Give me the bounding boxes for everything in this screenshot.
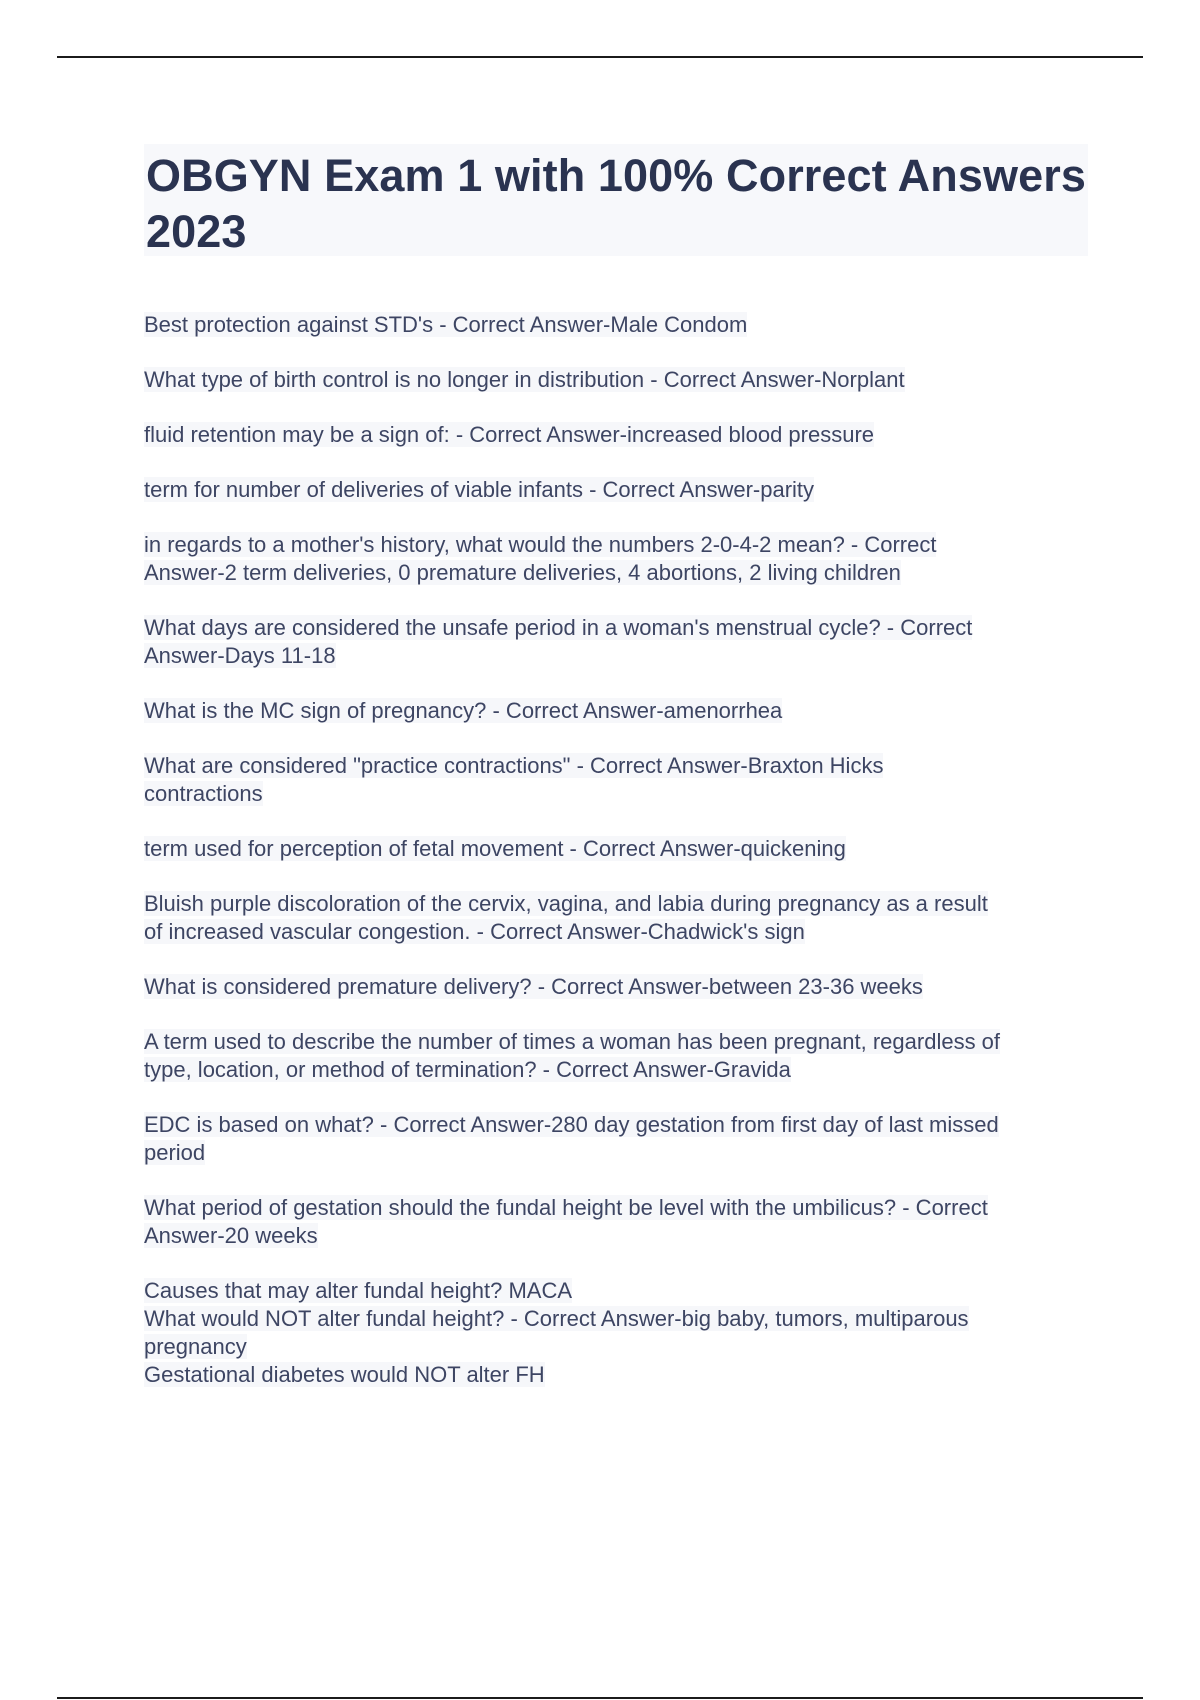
qa-line	[144, 890, 1094, 918]
qa-item	[144, 835, 1094, 863]
qa-line-text: What are considered "practice contractions" - Correct Answer-Braxton Hicks	[144, 753, 884, 778]
qa-line-text: A term used to describe the number of times a woman has been pregnant, regardless of	[144, 1029, 1001, 1054]
qa-item	[144, 697, 1094, 725]
qa-line-text: EDC is based on what? - Correct Answer-280 day gestation from first day of last missed	[144, 1112, 999, 1137]
qa-line	[144, 1056, 1094, 1084]
qa-line-text: Answer-Days 11-18	[144, 643, 336, 668]
qa-item	[144, 1111, 1094, 1167]
qa-line-text: Bluish purple discoloration of the cervix, vagina, and labia during pregnancy as a result	[144, 891, 988, 916]
qa-line-text: What days are considered the unsafe period in a woman's menstrual cycle? - Correct	[144, 615, 973, 640]
qa-line	[144, 1277, 1094, 1305]
qa-line-text: What is the MC sign of pregnancy? - Correct Answer-amenorrhea	[144, 698, 783, 723]
document-title: OBGYN Exam 1 with 100% Correct Answers 2023	[146, 150, 1086, 257]
qa-line-text: Causes that may alter fundal height? MACA	[144, 1278, 573, 1303]
qa-line-text: What would NOT alter fundal height? - Correct Answer-big baby, tumors, multiparous	[144, 1306, 969, 1331]
qa-line	[144, 1361, 1094, 1389]
qa-line-text: in regards to a mother's history, what would the numbers 2-0-4-2 mean? - Correct	[144, 532, 937, 557]
title-block	[144, 144, 1088, 256]
qa-line-text: term used for perception of fetal movement - Correct Answer-quickening	[144, 836, 846, 861]
top-rule	[57, 56, 1143, 58]
qa-line-text: Best protection against STD's - Correct Answer-Male Condom	[144, 312, 748, 337]
qa-line	[144, 697, 1094, 725]
qa-line	[144, 311, 1094, 339]
qa-line	[144, 642, 1094, 670]
qa-item	[144, 476, 1094, 504]
qa-item	[144, 1194, 1094, 1250]
qa-line	[144, 1028, 1094, 1056]
qa-line	[144, 614, 1094, 642]
qa-line	[144, 1305, 1094, 1333]
qa-line-text: Answer-2 term deliveries, 0 premature deliveries, 4 abortions, 2 living children	[144, 560, 901, 585]
qa-line	[144, 780, 1094, 808]
qa-line-text: Gestational diabetes would NOT alter FH	[144, 1362, 545, 1387]
qa-line	[144, 1194, 1094, 1222]
qa-line	[144, 918, 1094, 946]
qa-line-text: What type of birth control is no longer in distribution - Correct Answer-Norplant	[144, 367, 905, 392]
qa-line-text: What is considered premature delivery? - Correct Answer-between 23-36 weeks	[144, 974, 923, 999]
qa-item	[144, 531, 1094, 587]
qa-line-text: Answer-20 weeks	[144, 1223, 318, 1248]
qa-line	[144, 1333, 1094, 1361]
qa-line-text: period	[144, 1140, 206, 1165]
qa-line	[144, 421, 1094, 449]
qa-item	[144, 311, 1094, 339]
qa-line-text: contractions	[144, 781, 263, 806]
qa-line	[144, 366, 1094, 394]
qa-item	[144, 614, 1094, 670]
qa-item	[144, 890, 1094, 946]
qa-line-text: fluid retention may be a sign of: - Correct Answer-increased blood pressure	[144, 422, 875, 447]
qa-line	[144, 752, 1094, 780]
qa-item	[144, 366, 1094, 394]
qa-line-text: of increased vascular congestion. - Correct Answer-Chadwick's sign	[144, 919, 805, 944]
qa-line	[144, 1139, 1094, 1167]
qa-line	[144, 1222, 1094, 1250]
qa-line	[144, 531, 1094, 559]
qa-line	[144, 476, 1094, 504]
qa-line	[144, 1111, 1094, 1139]
qa-item	[144, 752, 1094, 808]
bottom-rule	[57, 1697, 1143, 1699]
qa-line	[144, 973, 1094, 1001]
qa-line-text: pregnancy	[144, 1334, 247, 1359]
qa-item	[144, 421, 1094, 449]
qa-line	[144, 559, 1094, 587]
qa-item	[144, 1277, 1094, 1389]
qa-line-text: type, location, or method of termination? - Correct Answer-Gravida	[144, 1057, 791, 1082]
qa-line-text: What period of gestation should the fundal height be level with the umbilicus? - Correct	[144, 1195, 988, 1220]
qa-list	[144, 311, 1094, 1416]
qa-item	[144, 1028, 1094, 1084]
qa-line-text: term for number of deliveries of viable infants - Correct Answer-parity	[144, 477, 815, 502]
qa-line	[144, 835, 1094, 863]
qa-item	[144, 973, 1094, 1001]
